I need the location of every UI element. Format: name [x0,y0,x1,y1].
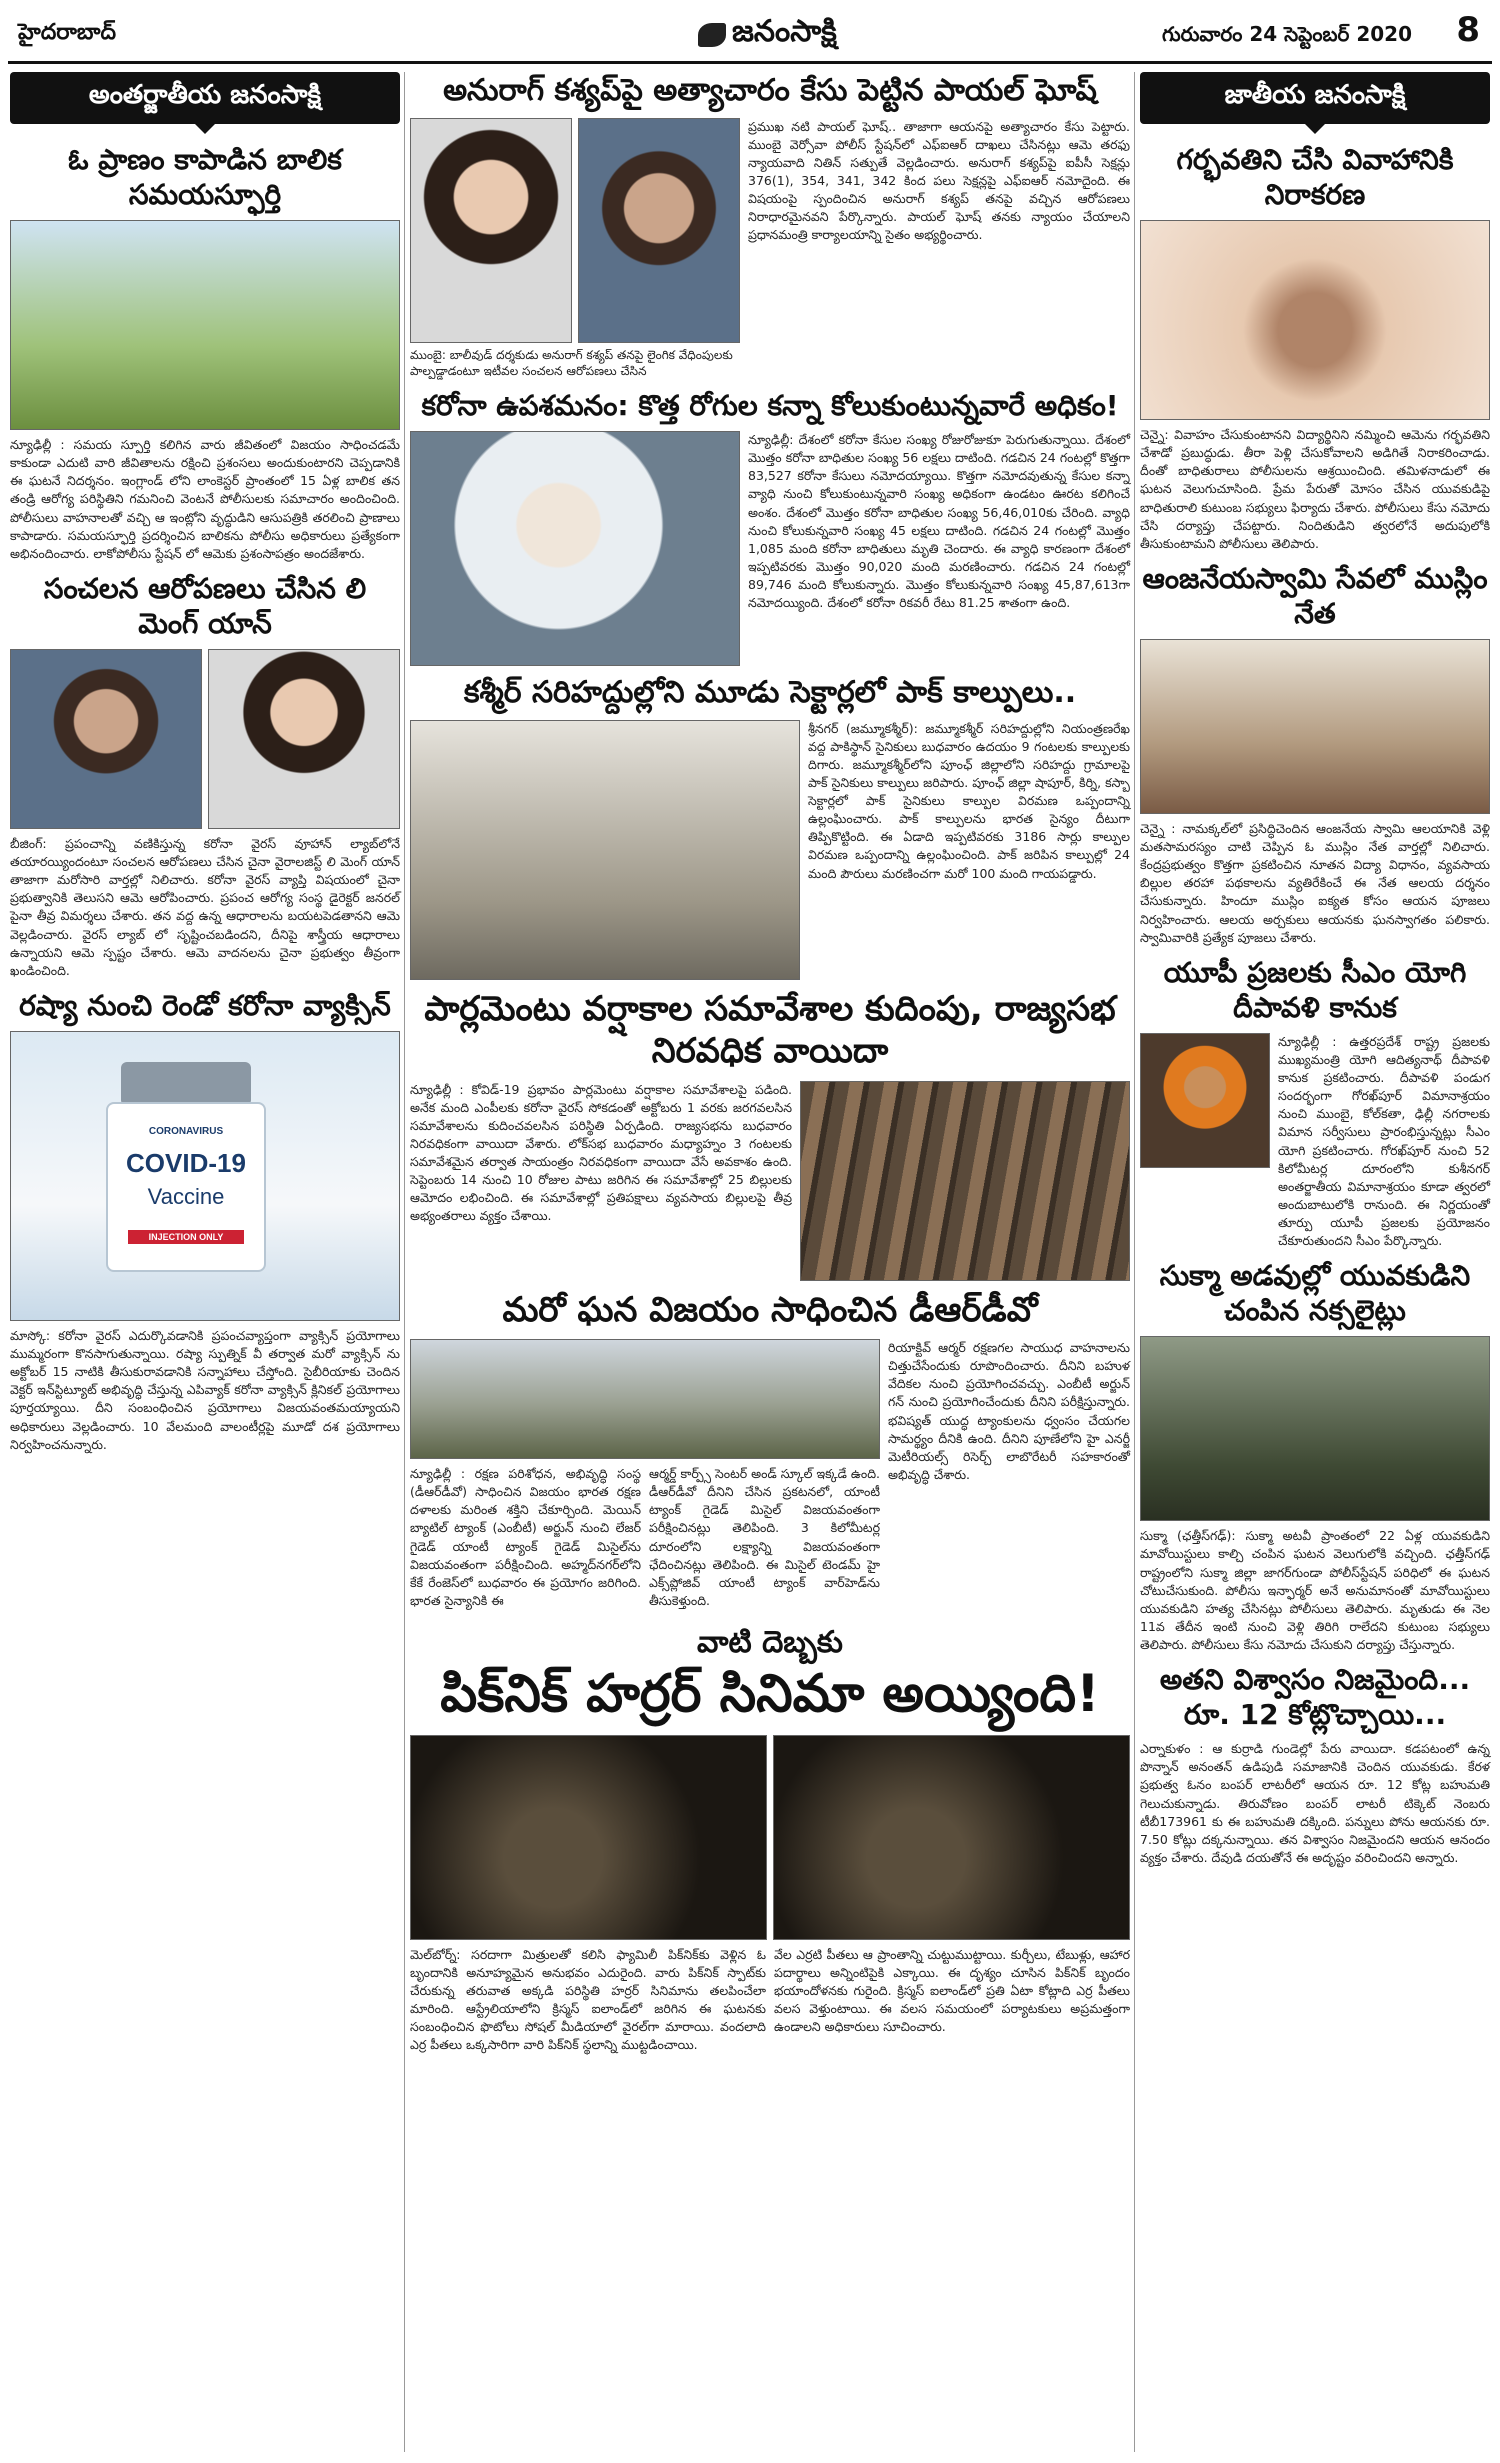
paper-logo-icon [698,23,726,47]
article-headline: గర్భవతిని చేసి వివాహానికి నిరాకరణ [1176,143,1454,211]
article-photo [800,1081,1130,1281]
vaccine-vial [106,1102,266,1272]
article-payal-ghosh [410,72,1130,380]
article-headline: సుక్మా అడవుల్లో యువకుడిని చంపిన నక్సలైట్లు [1159,1259,1471,1328]
article-picnic-horror [410,1624,1130,2060]
article-body: న్యూఢిల్లీ : ఉత్తరప్రదేశ్ రాష్ట్ర ప్రజలకు ముఖ్యమంత్రి యోగి ఆదిత్యనాథ్ దీపావళి కానుక ప్రకటించారు. దీపావళి పండుగ సందర్భంగా గోరఖ్‌పూర్ విమానాశ్రయం నుంచి ముంబై, కోల్‌కతా, ఢిల్లీ నగరాలకు విమాన సర్వీసులు ప్రారంభిస్తున్నట్లు సీఎం యోగి ప్రకటించారు. గోరఖ్‌పూర్ నుంచి 52 కిలోమీటర్ల దూరంలోని కుశీనగర్ అంతర్జాతీయ విమానాశ్రయం కూడా త్వరలో అందుబాటులోకి రానుంది. ఈ నిర్ణయంతో తూర్పు యూపీ ప్రజలకు ప్రయోజనం చేకూరుతుందని సీఎం పేర్కొన్నారు. [1278,1033,1490,1249]
article-photo [410,431,740,666]
article-headline: రష్యా నుంచి రెండో కరోనా వ్యాక్సిన్ [19,988,391,1022]
article-headline: పార్లమెంటు వర్షాకాల సమావేశాల కుదింపు, రాజ్యసభ నిరవధిక వాయిదా [424,988,1116,1072]
article-photo [410,118,572,343]
article-body: న్యూఢిల్లీ : సమయ స్పూర్తి కలిగిన వారు జీవితంలో విజయం సాధించడమే కాకుండా ఎదుటి వారి జీవితాలను రక్షించి ప్రశంసలు అందుకుంటారని చెప్పడానికి ఈ ఘటనే నిదర్శనం. ఇంగ్లాండ్ లోని లాంకెస్టర్ ప్రాంతంలో 15 ఏళ్ల బాలిక తన తండ్రి ఆరోగ్య పరిస్థితిని గమనించి వెంటనే పోలీసులకు సమాచారం అందించింది. పోలీసులు వాహనాలతో వచ్చి ఆ ఇంట్లోని వృద్ధుడిని ఆసుపత్రికి తరలించి ప్రాణాలు కాపాడారు. సమయస్ఫూర్తి ప్రదర్శించిన బాలికను పోలీసు అధికారులు ప్రత్యేకంగా అభినందించారు. లాకోపోలీసు స్టేషన్ లో ఆమెకు ప్రశంసాపత్రం అందజేశారు. [10,437,400,561]
article-headline: ఆంజనేయస్వామి సేవలో ముస్లిం నేత [1142,561,1488,630]
section-tag-international: అంతర్జాతీయ జనంసాక్షి [10,72,400,124]
section-tag-national: జాతీయ జనంసాక్షి [1140,72,1490,124]
page-number: 8 [1456,10,1480,50]
article-drdo-success [410,1289,1130,1617]
article-body: బీజింగ్: ప్రపంచాన్ని వణికిస్తున్న కరోనా వైరస్ వూహాన్ ల్యాబ్‌లోనే తయారయ్యిందంటూ సంచలన ఆరోపణలు చేసిన చైనా వైరాలజిస్ట్ లి మెంగ్ యాన్ తాజాగా మరోసారి వార్తల్లో నిలిచారు. కరోనా వైరస్ వ్యాప్తి విషయంలో చైనా ప్రభుత్వానికి తెలుసని ఆమె ఆరోపించారు. ప్రపంచ ఆరోగ్య సంస్థ డైరెక్టర్ జనరల్ పైనా తీవ్ర విమర్శలు చేశారు. తన వద్ద ఉన్న ఆధారాలను బయటపెడతానని ఆమె వెల్లడించారు. వైరస్ ల్యాబ్ లో సృష్టించబడిందని, దీనిపై శాస్త్రీయ ఆధారాలు ఉన్నాయని ఆమె స్పష్టం చేశారు. ఆమె వాదనలను చైనా ప్రభుత్వం తీవ్రంగా ఖండించింది. [10,835,400,978]
article-photo [410,1339,880,1459]
vial-cap [121,1062,251,1106]
article-body: న్యూఢిల్లీ: దేశంలో కరోనా కేసుల సంఖ్య రోజురోజుకూ పెరుగుతున్నాయి. దేశంలో మొత్తం కరోనా బాధితుల సంఖ్య 56 లక్షలు దాటింది. గడచిన 24 గంటల్లో కొత్తగా 83,527 కరోనా కేసులు నమోదయ్యాయి. కొత్తగా నమోదవుతున్న కేసుల కన్నా వ్యాధి నుంచి కోలుకుంటున్నవారి సంఖ్య అధికంగా ఉండటం ఊరట కలిగించే అంశం. దేశంలో మొత్తం కరోనా బాధితుల సంఖ్య 56,46,010కు చేరింది. వ్యాధి నుంచి కోలుకున్నవారి సంఖ్య 45 లక్షలు దాటింది. గడచిన 24 గంటల్లో మొత్తం 1,085 మంది కరోనా బాధితులు మృతి చెందారు. ఈ వ్యాధి కారణంగా దేశంలో ఇప్పటివరకు మొత్తం 90,020 మంది మరణించారు. గడచిన 24 గంటల్లో 89,746 మంది కోలుకున్నారు. మొత్తం కోలుకున్నవారి సంఖ్య 45,87,613గా నమోదయ్యింది. దేశంలో కరోనా రికవరీ రేటు 81.25 శాతంగా ఉంది. [748,432,1130,611]
vial-label-line: Vaccine [147,1183,225,1209]
article-photo [1140,220,1490,420]
article-headline: పిక్‌నిక్ హర్రర్ సినిమా అయ్యింది! [440,1663,1100,1724]
article-photo [410,720,800,980]
article-body: వేల ఎర్రటి పీతలు ఆ ప్రాంతాన్ని చుట్టుముట్టాయి. కుర్చీలు, టేబుళ్లు, ఆహార పదార్థాలు అన్నింటిపైకి ఎక్కాయి. ఈ దృశ్యం చూసిన పిక్‌నిక్ బృందం భయాందోళనకు గురైంది. క్రిస్మస్ ఐలాండ్‌లో ప్రతి ఏటా కోట్లాది ఎర్ర పీతలు వలస వెళ్తుంటాయి. ఈ వలస సమయంలో పర్యాటకులు అప్రమత్తంగా ఉండాలని అధికారులు సూచించారు. [774,1946,1130,2035]
article-layout [410,431,1130,666]
article-headline: కరోనా ఉపశమనం: కొత్త రోగుల కన్నా కోలుకుంటున్నవారే అధికం! [421,389,1119,423]
article-photos [410,1735,1130,1940]
article-body: ఎర్నాకుళం : ఆ కుర్రాడి గుండెల్లో పేరు వాయిదా. కడపటంలో ఉన్న పొన్నాన్ అనంతన్ ఉడిపుడి సమాజానికి చెందిన యువకుడు. కేరళ ప్రభుత్వ ఓనం బంపర్ లాటరీలో ఆయన రూ. 12 కోట్ల బహుమతి గెలుచుకున్నాడు. తిరువోణం బంపర్ లాటరీ టిక్కెట్ నెంబరు టీబీ173961 కు ఈ బహుమతి దక్కింది. పన్నులు పోను ఆయనకు రూ. 7.50 కోట్లు దక్కనున్నాయి. తన విశ్వాసం నిజమైందని ఆయన ఆనందం వ్యక్తం చేశారు. దేవుడి దయతోనే ఈ అదృష్టం వరించిందని అన్నారు. [1140,1741,1490,1865]
article-photo [1140,1033,1270,1168]
article-main [410,1339,880,1616]
article-photo [578,118,740,343]
photo-caption: ముంబై: బాలీవుడ్ దర్శకుడు అనురాగ్ కశ్యప్ తనపై లైంగిక వేధింపులకు పాల్పడ్డాడంటూ ఇటీవల సంచలన ఆరోపణలు చేసిన [410,347,733,379]
issue-date: గురువారం 24 సెప్టెంబర్ 2020 [1162,22,1412,46]
article-headline: యూపీ ప్రజలకు సీఎం యోగి దీపావళి కానుక [1163,955,1467,1024]
article-parliament-session [410,988,1130,1281]
article-li-meng-yan [10,571,400,980]
article-headline: అతని విశ్వాసం నిజమైంది... [1159,1663,1471,1697]
article-sukma-naxals [1140,1258,1490,1654]
article-body: చెన్నై : నామక్కల్‌లో ప్రసిద్ధిచెందిన ఆంజనేయ స్వామి ఆలయానికి వెళ్లి మతసామరస్యం చాటి చెప్పిన ఓ ముస్లిం నేత వార్తల్లో నిలిచారు. కేంద్రప్రభుత్వం కొత్తగా ప్రకటించిన నూతన విద్యా విధానం, వ్యవసాయ బిల్లుల తరహా పథకాలను వ్యతిరేకించే ఈ నేత ఆలయ దర్శనం చేసుకున్నారు. హిందూ ముస్లిం ఐక్యత కోసం ఆయన పూజలు నిర్వహించారు. ఆలయ అర్చకులు ఆయనకు ఘనస్వాగతం పలికారు. స్వామివారికి ప్రత్యేక పూజలు చేశారు. [1140,820,1490,945]
article-layout [410,720,1130,980]
article-photos [10,649,400,829]
article-photo [208,649,400,829]
left-column [10,72,400,1460]
article-headline: మరో ఘన విజయం సాధించిన డీఆర్‌డీవో [502,1289,1038,1330]
article-body: శ్రీనగర్ (జమ్మూకశ్మీర్): జమ్మూకశ్మీర్ సరిహద్దుల్లోని నియంత్రణరేఖ వద్ద పాకిస్థాన్ సైనికులు బుధవారం ఉదయం 9 గంటలకు కాల్పులకు దిగారు. జమ్మూకశ్మీర్‌లోని పూంఛ్ జిల్లాలోని సరిహద్దు గ్రామాలపై పాక్ సైనికులు కాల్పులు జరిపారు. పూంఛ్ జిల్లా షాపూర్, కిర్ని, కస్బా సెక్టార్లలో పాక్ సైనికులు కాల్పుల విరమణ ఒప్పందాన్ని ఉల్లంఘించారు. పాక్ కాల్పులను భారత సైన్యం దీటుగా తిప్పికొట్టింది. ఈ ఏడాది ఇప్పటివరకు 3186 సార్లు కాల్పుల విరమణ ఒప్పందాన్ని ఉల్లంఘించింది. పాక్ జరిపిన కాల్పుల్లో 24 మంది పౌరులు మరణించగా మరో 100 మంది గాయపడ్డారు. [808,720,1130,881]
article-photo [773,1735,1130,1940]
article-headline: కశ్మీర్ సరిహద్దుల్లోని మూడు సెక్టార్లలో పాక్ కాల్పులు.. [463,675,1077,711]
article-body: మాస్కో: కరోనా వైరస్ ఎదుర్కొవడానికి ప్రపంచవ్యాప్తంగా వ్యాక్సిన్ ప్రయోగాలు ముమ్మరంగా కొనసాగుతున్నాయి. రష్యా స్పుత్నిక్ వీ తర్వాత మరో వ్యాక్సిన్ ను అక్టోబర్ 15 నాటికి తీసుకురావడానికి సన్నాహాలు చేస్తోంది. సైబీరియాకు చెందిన వెక్టర్ ఇన్‌స్టిట్యూట్ అభివృద్ధి చేస్తున్న ఎపివ్యాక్ కరోనా వ్యాక్సిన్ క్లినికల్ ప్రయోగాలు పూర్తయ్యాయి. దీని సంబంధించిన ప్రయోగాలు విజయవంతమయ్యాయని అధికారులు వెల్లడించారు. 10 వేలమంది వాలంటీర్లపై మూడో దశ ప్రయోగాలు నిర్వహించనున్నారు. [10,1327,400,1452]
article-body: న్యూఢిల్లీ : కోవిడ్-19 ప్రభావం పార్లమెంటు వర్షాకాల సమావేశాలపై పడింది. అనేక మంది ఎంపీలకు కరోనా వైరస్ సోకడంతో అక్టోబరు 1 వరకు జరగవలసిన సమావేశాలను కుదించవలసిన పరిస్థితి ఏర్పడింది. రాజ్యసభను బుధవారం నిరవధికంగా వాయిదా వేశారు. లోక్‌సభ బుధవారం మధ్యాహ్నం 3 గంటలకు సమావేశమైన తర్వాత సాయంత్రం నిరవధికంగా వాయిదా వేసే అవకాశం ఉంది. సెప్టెంబరు 14 నుంచి 10 రోజుల పాటు జరిగిన ఈ సమావేశాల్లో 25 బిల్లులకు ఆమోదం లభించింది. ఈ సమావేశాల్లో ప్రతిపక్షాలు వ్యవసాయ బిల్లులపై తీవ్ర అభ్యంతరాలు వ్యక్తం చేశాయి. [410,1081,792,1224]
vial-label-line: COVID-19 [126,1147,246,1178]
article-layout [1140,1033,1490,1251]
vaccine-photo [10,1031,400,1321]
article-photo [1140,1336,1490,1521]
article-body: మెల్‌బోర్న్: సరదాగా మిత్రులతో కలిసి ఫ్యామిలీ పిక్‌నిక్‌కు వెళ్లిన ఓ బృందానికి అనూహ్యమైన అనుభవం ఎదురైంది. వారు పిక్‌నిక్ స్పాట్‌కు చేరుకున్న తరువాత అక్కడి పరిస్థితి హర్రర్ సినిమాను తలపించేలా మారింది. ఆస్ట్రేలియాలోని క్రిస్మస్ ఐలాండ్‌లో జరిగిన ఈ ఘటనకు సంబంధించిన ఫొటోలు సోషల్ మీడియాలో వైరల్‌గా మారాయి. వందలాది ఎర్ర పీతలు ఒక్కసారిగా వారి పిక్‌నిక్ స్థలాన్ని ముట్టడించాయి. [410,1946,766,2053]
article-russia-vaccine [10,988,400,1454]
right-column [1140,72,1490,1873]
article-kashmir-firing [410,674,1130,980]
paper-name: జనంసాక్షి [732,14,837,49]
article-layout [410,1940,1130,2061]
article-layout [410,1339,1130,1616]
article-body: చెన్నై: వివాహం చేసుకుంటానని విద్యార్థినిని నమ్మించి ఆమెను గర్భవతిని చేశాడో ప్రబుద్ధుడు. తీరా పెళ్లి చేసుకోవాలని అడిగితే నిరాకరించాడు. దీంతో బాధితురాలు పోలీసులను ఆశ్రయించింది. తమిళనాడులో ఈ ఘటన వెలుగుచూసింది. ప్రేమ పేరుతో మోసం చేసిన యువకుడిపై బాధితురాలి కుటుంబ సభ్యులు ఫిర్యాదు చేశారు. పోలీసులు కేసు నమోదు చేసి దర్యాప్తు చేపట్టారు. నిందితుడిని త్వరలోనే అదుపులోకి తీసుకుంటామని పోలీసులు తెలిపారు. [1140,427,1490,551]
article-headline: సంచలన ఆరోపణలు చేసిన లి మెంగ్ యాన్ [43,571,367,640]
article-layout [410,118,1130,381]
middle-column [410,72,1130,2060]
column-divider [1134,72,1135,2452]
article-girl-presence-of-mind [10,142,400,563]
article-corona-recovery [410,388,1130,666]
article-subheadline: రూ. 12 కోట్లొచ్చాయి... [1183,1698,1447,1732]
vial-label-line: CORONAVIRUS [148,1125,224,1137]
article-photo [10,220,400,430]
article-photo [410,1735,767,1940]
article-headline: అనురాగ్ కశ్యప్‌పై అత్యాచారం కేసు పెట్టిన పాయల్ ఘోష్ [443,73,1097,108]
article-headline: ఓ ప్రాణం కాపాడిన బాలిక సమయస్ఫూర్తి [68,143,342,211]
article-body: న్యూఢిల్లీ : రక్షణ పరిశోధన, అభివృద్ధి సంస్థ (డీఆర్‌డీవో) సాధించిన విజయం భారత రక్షణ దళాలకు మరింత శక్తిని చేకూర్చింది. మెయిన్ బ్యాటిల్ ట్యాంక్ (ఎంబీటీ) అర్జున్ నుంచి లేజర్ గైడెడ్ యాంటీ ట్యాంక్ గైడెడ్ మిసైల్‌ను విజయవంతంగా పరీక్షించింది. అహ్మద్‌నగర్‌లోని కేకే రేంజెస్‌లో బుధవారం ఈ ప్రయోగం జరిగింది. భారత సైన్యానికి ఈ [410,1466,641,1608]
edition-label: హైదరాబాద్ [18,20,116,45]
article-body: ఆర్మర్డ్ కార్ప్స్ సెంటర్ అండ్ స్కూల్ ఇక్కడే ఉంది. డీఆర్‌డీవో దీనిని చేసిన ప్రకటనలో, యాంటీ ట్యాంక్ గైడెడ్ మిసైల్ విజయవంతంగా పరీక్షించినట్లు తెలిపింది. 3 కిలోమీటర్ల దూరంలోని లక్ష్యాన్ని విజయవంతంగా ఛేదించినట్లు తెలిపింది. ఈ మిసైల్ టెండమ్ హై ఎక్స్‌ప్లోజివ్ యాంటీ ట్యాంక్ వార్‌హెడ్‌ను తీసుకెళ్తుంది. [649,1466,880,1608]
article-body: రియాక్టివ్ ఆర్మర్ రక్షణగల సాయుధ వాహనాలను చిత్తుచేసేందుకు రూపొందించారు. దీనిని బహుళ వేదికల నుంచి ప్రయోగించవచ్చు. ఎంబీటీ అర్జున్ గన్ నుంచి ప్రయోగించేందుకు దీనిని పరీక్షిస్తున్నారు. భవిష్యత్ యుద్ధ ట్యాంకులను ధ్వంసం చేయగల సామర్థ్యం దీనికి ఉంది. దీనిని పూణేలోని హై ఎనర్జీ మెటీరియల్స్ రిసెర్చ్ లాబొరేటరీ సహకారంతో అభివృద్ధి చేశారు. [888,1340,1130,1482]
article-photos [410,118,740,343]
vial-label-line: INJECTION ONLY [128,1230,244,1244]
paper-logo [698,14,837,56]
article-layout [410,1081,1130,1281]
article-photo [1140,639,1490,814]
article-photo [10,649,202,829]
article-headline-kicker: వాటి దెబ్బకు [697,1625,843,1661]
article-text-columns [410,1459,880,1616]
article-yogi-diwali [1140,955,1490,1251]
article-muslim-leader-temple [1140,561,1490,947]
article-body: సుక్మా (ఛత్తీస్‌గఢ్): సుక్మా అటవీ ప్రాంతంలో 22 ఏళ్ల యువకుడిని మావోయిస్టులు కాల్చి చంపిన ఘటన వెలుగులోకి వచ్చింది. ఛత్తీస్‌గఢ్ రాష్ట్రంలోని సుక్మా జిల్లా జాగర్‌గుండా పోలీస్‌స్టేషన్ పరిధిలో ఈ ఘటన చోటుచేసుకుంది. పోలీసు ఇన్ఫార్మర్ అనే అనుమానంతో మావోయిస్టులు యువకుడిని హత్య చేసినట్లు పోలీసులు తెలిపారు. మృతుడు ఈ నెల 11వ తేదీన ఇంటి నుంచి వెళ్లి తిరిగి రాలేదని కుటుంబ సభ్యులు తెలిపారు. పోలీసులు కేసు నమోదు చేసుకుని దర్యాప్తు చేస్తున్నారు. [1140,1528,1490,1652]
article-media [410,118,740,381]
article-lottery-win [1140,1662,1490,1867]
column-divider [404,72,405,2452]
article-body: ప్రముఖ నటి పాయల్ ఘోష్.. తాజాగా ఆయనపై అత్యాచారం కేసు పెట్టారు. ముంబై వెర్సోవా పోలీస్ స్టేషన్‌లో ఎఫ్ఐఆర్ దాఖలు చేసినట్లు ఆమె తరఫు న్యాయవాది నితిన్ సత్పుతే వెల్లడించారు. అనురాగ్ కశ్యప్‌పై ఐపీసీ సెక్షన్లు 376(1), 354, 341, 342 కింద పలు సెక్షన్లపై ఎఫ్ఐఆర్ నమోదైంది. ఈ విషయంపై స్పందించిన అనురాగ్ కశ్యప్ తనపై వచ్చిన ఆరోపణలు నిరాధారమైనవని పేర్కొన్నారు. పాయల్ ఘోష్ తనకు న్యాయం చేయాలని ప్రధానమంత్రి కార్యాలయాన్ని సైతం అభ్యర్థించారు. [748,118,1130,243]
masthead [8,6,1492,64]
article-marriage-refusal [1140,142,1490,553]
